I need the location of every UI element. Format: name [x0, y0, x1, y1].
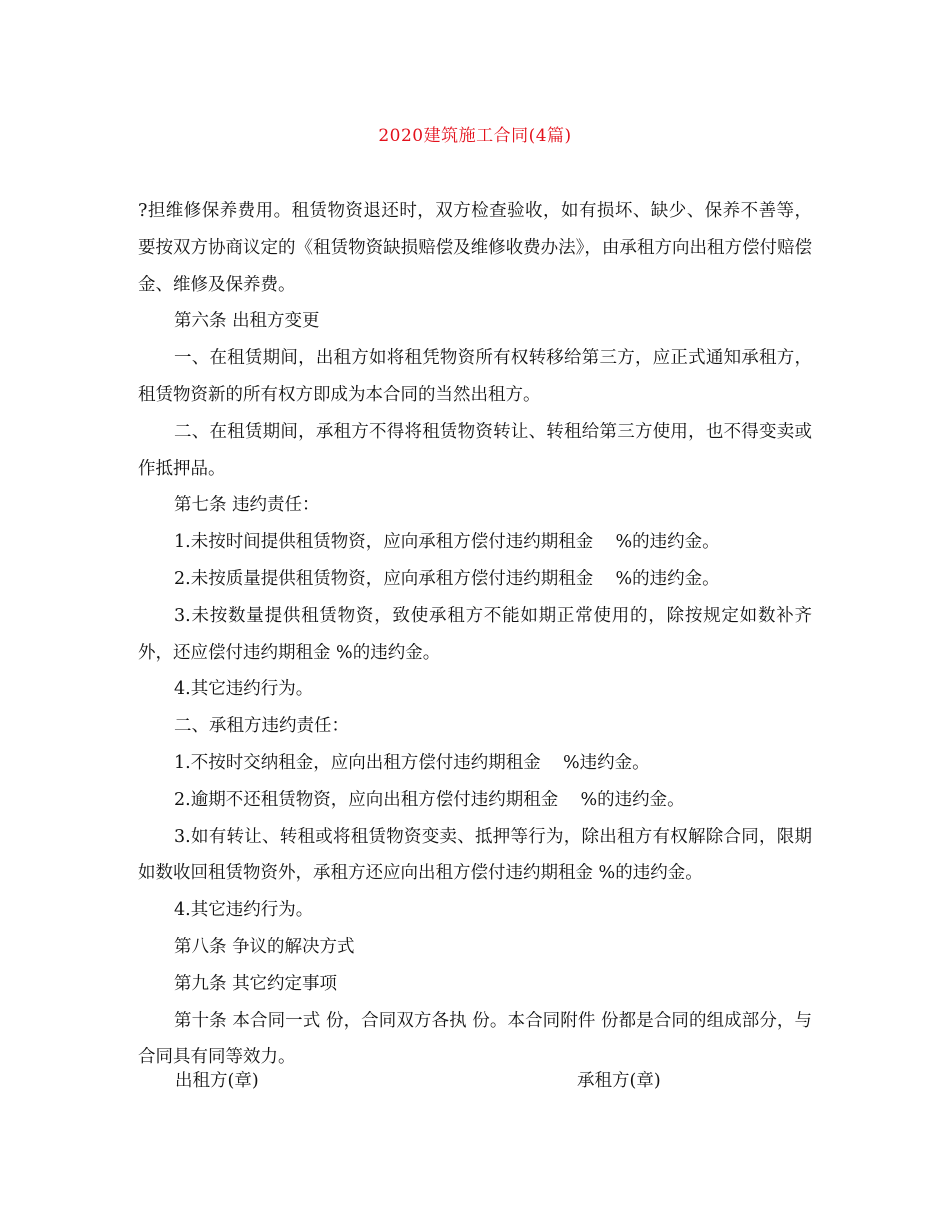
article-6-clause-1: 一、在租赁期间，出租方如将租凭物资所有权转移给第三方，应正式通知承租方，租赁物资新的所有权方即成为本合同的当然出租方。 [138, 348, 812, 405]
lessee-breach-item-1: 1.不按时交纳租金，应向出租方偿付违约期租金 %违约金。 [174, 752, 650, 773]
lessor-breach-item-2: 2.未按质量提供租赁物资，应向承租方偿付违约期租金 %的违约金。 [174, 568, 720, 589]
lessor-breach-item-4: 4.其它违约行为。 [174, 679, 314, 700]
lessor-signature-label: 出租方(章) [175, 1071, 259, 1091]
lessee-breach-item-3: 3.如有转让、转租或将租赁物资变卖、抵押等行为，除出租方有权解除合同，限期如数收回租赁物资外，承租方还应向出租方偿付违约期租金 %的违约金。 [138, 826, 812, 884]
lessee-signature-label: 承租方(章) [577, 1071, 661, 1091]
article-9-heading: 第九条 其它约定事项 [174, 973, 338, 994]
lessee-breach-item-4: 4.其它违约行为。 [174, 900, 314, 921]
document-body [138, 193, 812, 1076]
signature-row [0, 1066, 950, 1096]
lessee-breach-heading: 二、承租方违约责任： [174, 716, 349, 737]
lessor-breach-item-3: 3.未按数量提供租赁物资，致使承租方不能如期正常使用的，除按规定如数补齐外，还应偿付违约期租金 %的违约金。 [138, 605, 812, 663]
article-8-heading: 第八条 争议的解决方式 [174, 936, 355, 957]
lessee-breach-item-2: 2.逾期不还租赁物资，应向出租方偿付违约期租金 %的违约金。 [174, 789, 685, 810]
lessor-breach-item-1: 1.未按时间提供租赁物资，应向承租方偿付违约期租金 %的违约金。 [174, 532, 720, 553]
paragraph-continuation: ?担维修保养费用。租赁物资退还时，双方检查验收，如有损坏、缺少、保养不善等，要按双方协商议定的《租赁物资缺损赔偿及维修收费办法》，由承租方向出租方偿付赔偿金、维修及保养费。 [138, 201, 812, 295]
document-title: 2020建筑施工合同(4篇) [378, 126, 572, 146]
article-7-heading: 第七条 违约责任： [174, 495, 320, 516]
article-10-text: 第十条 本合同一式 份，合同双方各执 份。本合同附件 份都是合同的组成部分，与合同具有同等效力。 [138, 1010, 812, 1068]
article-6-clause-2: 二、在租赁期间，承租方不得将租赁物资转让、转租给第三方使用，也不得变卖或作抵押品。 [138, 421, 812, 479]
article-6-heading: 第六条 出租方变更 [174, 311, 320, 332]
